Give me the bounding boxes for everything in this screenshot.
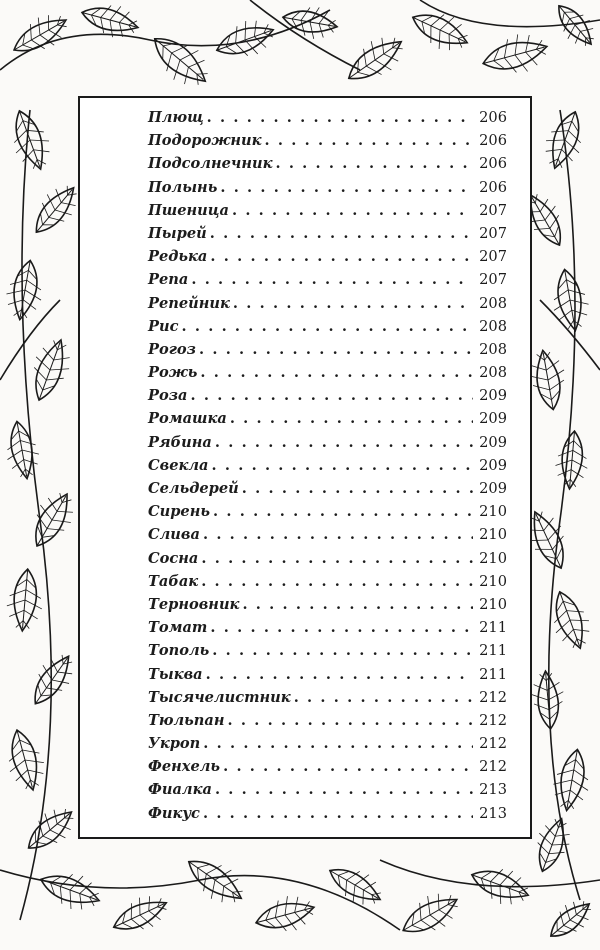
- toc-entry-page-number: 209: [479, 480, 507, 497]
- dot-leader: [233, 295, 473, 312]
- leaf-icon: [339, 27, 412, 92]
- dot-leader: [210, 248, 473, 265]
- dot-leader: [207, 109, 474, 126]
- toc-entry-title: Свекла: [148, 456, 209, 474]
- toc-entry-title: Табак: [148, 572, 199, 590]
- toc-entry-page-number: 207: [479, 224, 507, 242]
- toc-entry-title: Плющ: [148, 109, 204, 126]
- toc-entry-page-number: 209: [479, 387, 507, 405]
- dot-leader: [220, 179, 473, 196]
- dot-leader: [201, 550, 473, 567]
- leaf-icon: [3, 257, 48, 322]
- toc-entry-page-number: 209: [479, 410, 507, 428]
- toc-entry-title: Роза: [148, 387, 188, 405]
- dot-leader: [265, 132, 474, 149]
- toc-entry-page-number: 213: [479, 781, 507, 799]
- toc-entry: [148, 735, 507, 758]
- toc-entry-page-number: 210: [479, 526, 507, 544]
- toc-entry: [148, 781, 507, 804]
- leaf-icon: [22, 485, 82, 555]
- dot-leader: [190, 387, 473, 404]
- toc-entry-title: Слива: [148, 526, 200, 544]
- toc-entry: [148, 666, 507, 689]
- toc-entry-title: Томат: [148, 619, 208, 637]
- toc-list: [148, 109, 507, 828]
- toc-entry-page-number: 211: [479, 665, 507, 683]
- toc-entry-title: Фенхель: [148, 758, 221, 776]
- toc-entry: [148, 248, 507, 271]
- leaf-icon: [538, 106, 591, 174]
- toc-entry: [148, 712, 507, 735]
- toc-entry: [148, 410, 507, 433]
- toc-entry: [148, 550, 507, 573]
- dot-leader: [203, 526, 473, 543]
- toc-entry: [148, 434, 507, 457]
- leaf-icon: [548, 0, 600, 53]
- dot-leader: [215, 434, 473, 451]
- toc-entry-page-number: 208: [479, 294, 507, 312]
- toc-entry: [148, 480, 507, 503]
- leaf-icon: [107, 888, 173, 941]
- toc-entry-title: Тополь: [148, 642, 210, 660]
- dot-leader: [275, 155, 473, 172]
- dot-leader: [213, 503, 473, 520]
- toc-entry: [148, 596, 507, 619]
- dot-leader: [201, 573, 473, 590]
- dot-leader: [200, 364, 473, 381]
- leaf-icon: [394, 884, 465, 945]
- toc-entry: [148, 364, 507, 387]
- toc-entry: [148, 573, 507, 596]
- toc-entry-page-number: 210: [479, 549, 507, 567]
- toc-entry-title: Фиалка: [148, 781, 212, 799]
- vine-stem: [0, 870, 400, 930]
- toc-entry-title: Рожь: [148, 364, 198, 382]
- dot-leader: [210, 225, 473, 242]
- toc-entry-title: Подорожник: [148, 132, 262, 150]
- leaf-icon: [23, 334, 78, 406]
- toc-entry-page-number: 207: [479, 271, 507, 289]
- toc-entry-title: Рябина: [148, 433, 212, 451]
- toc-entry: [148, 202, 507, 225]
- toc-entry-title: Пырей: [148, 224, 207, 242]
- toc-entry-page-number: 210: [479, 595, 507, 613]
- leaf-icon: [24, 178, 86, 243]
- toc-entry: [148, 689, 507, 712]
- toc-entry-title: Рис: [148, 317, 179, 335]
- leaf-icon: [322, 857, 388, 914]
- leaf-icon: [549, 746, 594, 813]
- toc-entry-page-number: 206: [479, 178, 507, 196]
- toc-entry-page-number: 211: [479, 642, 507, 660]
- toc-entry: [148, 503, 507, 526]
- toc-entry-page-number: 206: [479, 132, 507, 150]
- dot-leader: [230, 410, 473, 427]
- toc-entry-title: Тюльпан: [148, 711, 225, 729]
- toc-entry-title: Пшеница: [148, 201, 229, 219]
- toc-entry-title: Репа: [148, 271, 189, 289]
- leaf-icon: [251, 890, 318, 939]
- toc-entry-page-number: 209: [479, 433, 507, 451]
- dot-leader: [215, 781, 473, 798]
- toc-entry-title: Укроп: [148, 735, 201, 753]
- toc-entry-page-number: 210: [479, 503, 507, 521]
- toc-entry-title: Сельдерей: [148, 480, 239, 497]
- leaf-icon: [18, 800, 81, 860]
- dot-leader: [181, 318, 473, 335]
- dot-leader: [212, 642, 473, 659]
- toc-entry: [148, 805, 507, 828]
- toc-entry-page-number: 208: [479, 317, 507, 335]
- toc-entry: [148, 155, 507, 178]
- toc-entry-page-number: 208: [479, 364, 507, 382]
- toc-entry: [148, 318, 507, 341]
- dot-leader: [212, 457, 474, 474]
- toc-entry: [148, 758, 507, 781]
- leaf-icon: [478, 28, 552, 82]
- leaf-icon: [547, 266, 592, 333]
- toc-entry: [148, 457, 507, 480]
- dot-leader: [203, 805, 473, 822]
- toc-entry-title: Репейник: [148, 294, 230, 312]
- toc-entry-page-number: 210: [479, 572, 507, 590]
- toc-entry-title: Тысячелистник: [148, 688, 291, 706]
- toc-entry-title: Редька: [148, 248, 208, 266]
- leaf-icon: [22, 647, 81, 713]
- vine-stem: [380, 860, 600, 887]
- leaf-icon: [527, 813, 576, 877]
- toc-entry: [148, 132, 507, 155]
- toc-entry: [148, 642, 507, 665]
- toc-entry-title: Подсолнечник: [148, 155, 273, 173]
- dot-leader: [232, 202, 473, 219]
- leaf-icon: [211, 13, 279, 66]
- toc-entry-page-number: 212: [479, 688, 507, 706]
- dot-leader: [242, 480, 473, 497]
- dot-leader: [206, 666, 474, 683]
- dot-leader: [228, 712, 474, 729]
- leaf-icon: [5, 568, 45, 633]
- dot-leader: [199, 341, 473, 358]
- toc-entry-title: Сосна: [148, 549, 199, 567]
- toc-entry-page-number: 207: [479, 201, 507, 219]
- toc-entry-title: Тыква: [148, 665, 203, 683]
- leaf-icon: [0, 726, 50, 795]
- leaf-icon: [6, 6, 74, 64]
- dot-leader: [203, 735, 473, 752]
- toc-entry-page-number: 212: [479, 711, 507, 729]
- dot-leader: [210, 619, 473, 636]
- dot-leader: [223, 758, 473, 775]
- toc-entry-page-number: 207: [479, 248, 507, 266]
- toc-entry-title: Фикус: [148, 804, 200, 822]
- toc-entry-page-number: 206: [479, 109, 507, 126]
- leaf-icon: [542, 893, 599, 947]
- toc-entry-title: Рогоз: [148, 340, 196, 358]
- leaf-icon: [554, 430, 591, 491]
- toc-entry-page-number: 213: [479, 804, 507, 822]
- toc-entry-page-number: 212: [479, 758, 507, 776]
- toc-entry: [148, 387, 507, 410]
- leaf-icon: [1, 419, 42, 482]
- toc-entry-title: Терновник: [148, 595, 240, 613]
- toc-entry: [148, 271, 507, 294]
- dot-leader: [294, 689, 473, 706]
- leaf-icon: [405, 1, 474, 58]
- leaf-icon: [35, 863, 105, 917]
- toc-entry: [148, 619, 507, 642]
- toc-entry-page-number: 211: [479, 619, 507, 637]
- toc-entry: [148, 526, 507, 549]
- toc-entry: [148, 225, 507, 248]
- dot-leader: [191, 271, 473, 288]
- toc-entry-page-number: 209: [479, 456, 507, 474]
- toc-entry-page-number: 206: [479, 155, 507, 173]
- leaf-icon: [142, 24, 217, 96]
- leaf-icon: [179, 847, 252, 912]
- toc-entry-page-number: 212: [479, 735, 507, 753]
- toc-entry: [148, 109, 507, 132]
- toc-entry-page-number: 208: [479, 340, 507, 358]
- toc-entry-title: Сирень: [148, 503, 210, 521]
- toc-panel: [78, 96, 532, 839]
- leaf-icon: [280, 2, 340, 43]
- toc-entry: [148, 295, 507, 318]
- toc-entry-title: Ромашка: [148, 410, 227, 428]
- toc-entry-title: Полынь: [148, 178, 218, 196]
- dot-leader: [242, 596, 473, 613]
- leaf-icon: [530, 670, 567, 731]
- toc-entry: [148, 341, 507, 364]
- toc-entry: [148, 179, 507, 202]
- leaf-icon: [526, 347, 571, 412]
